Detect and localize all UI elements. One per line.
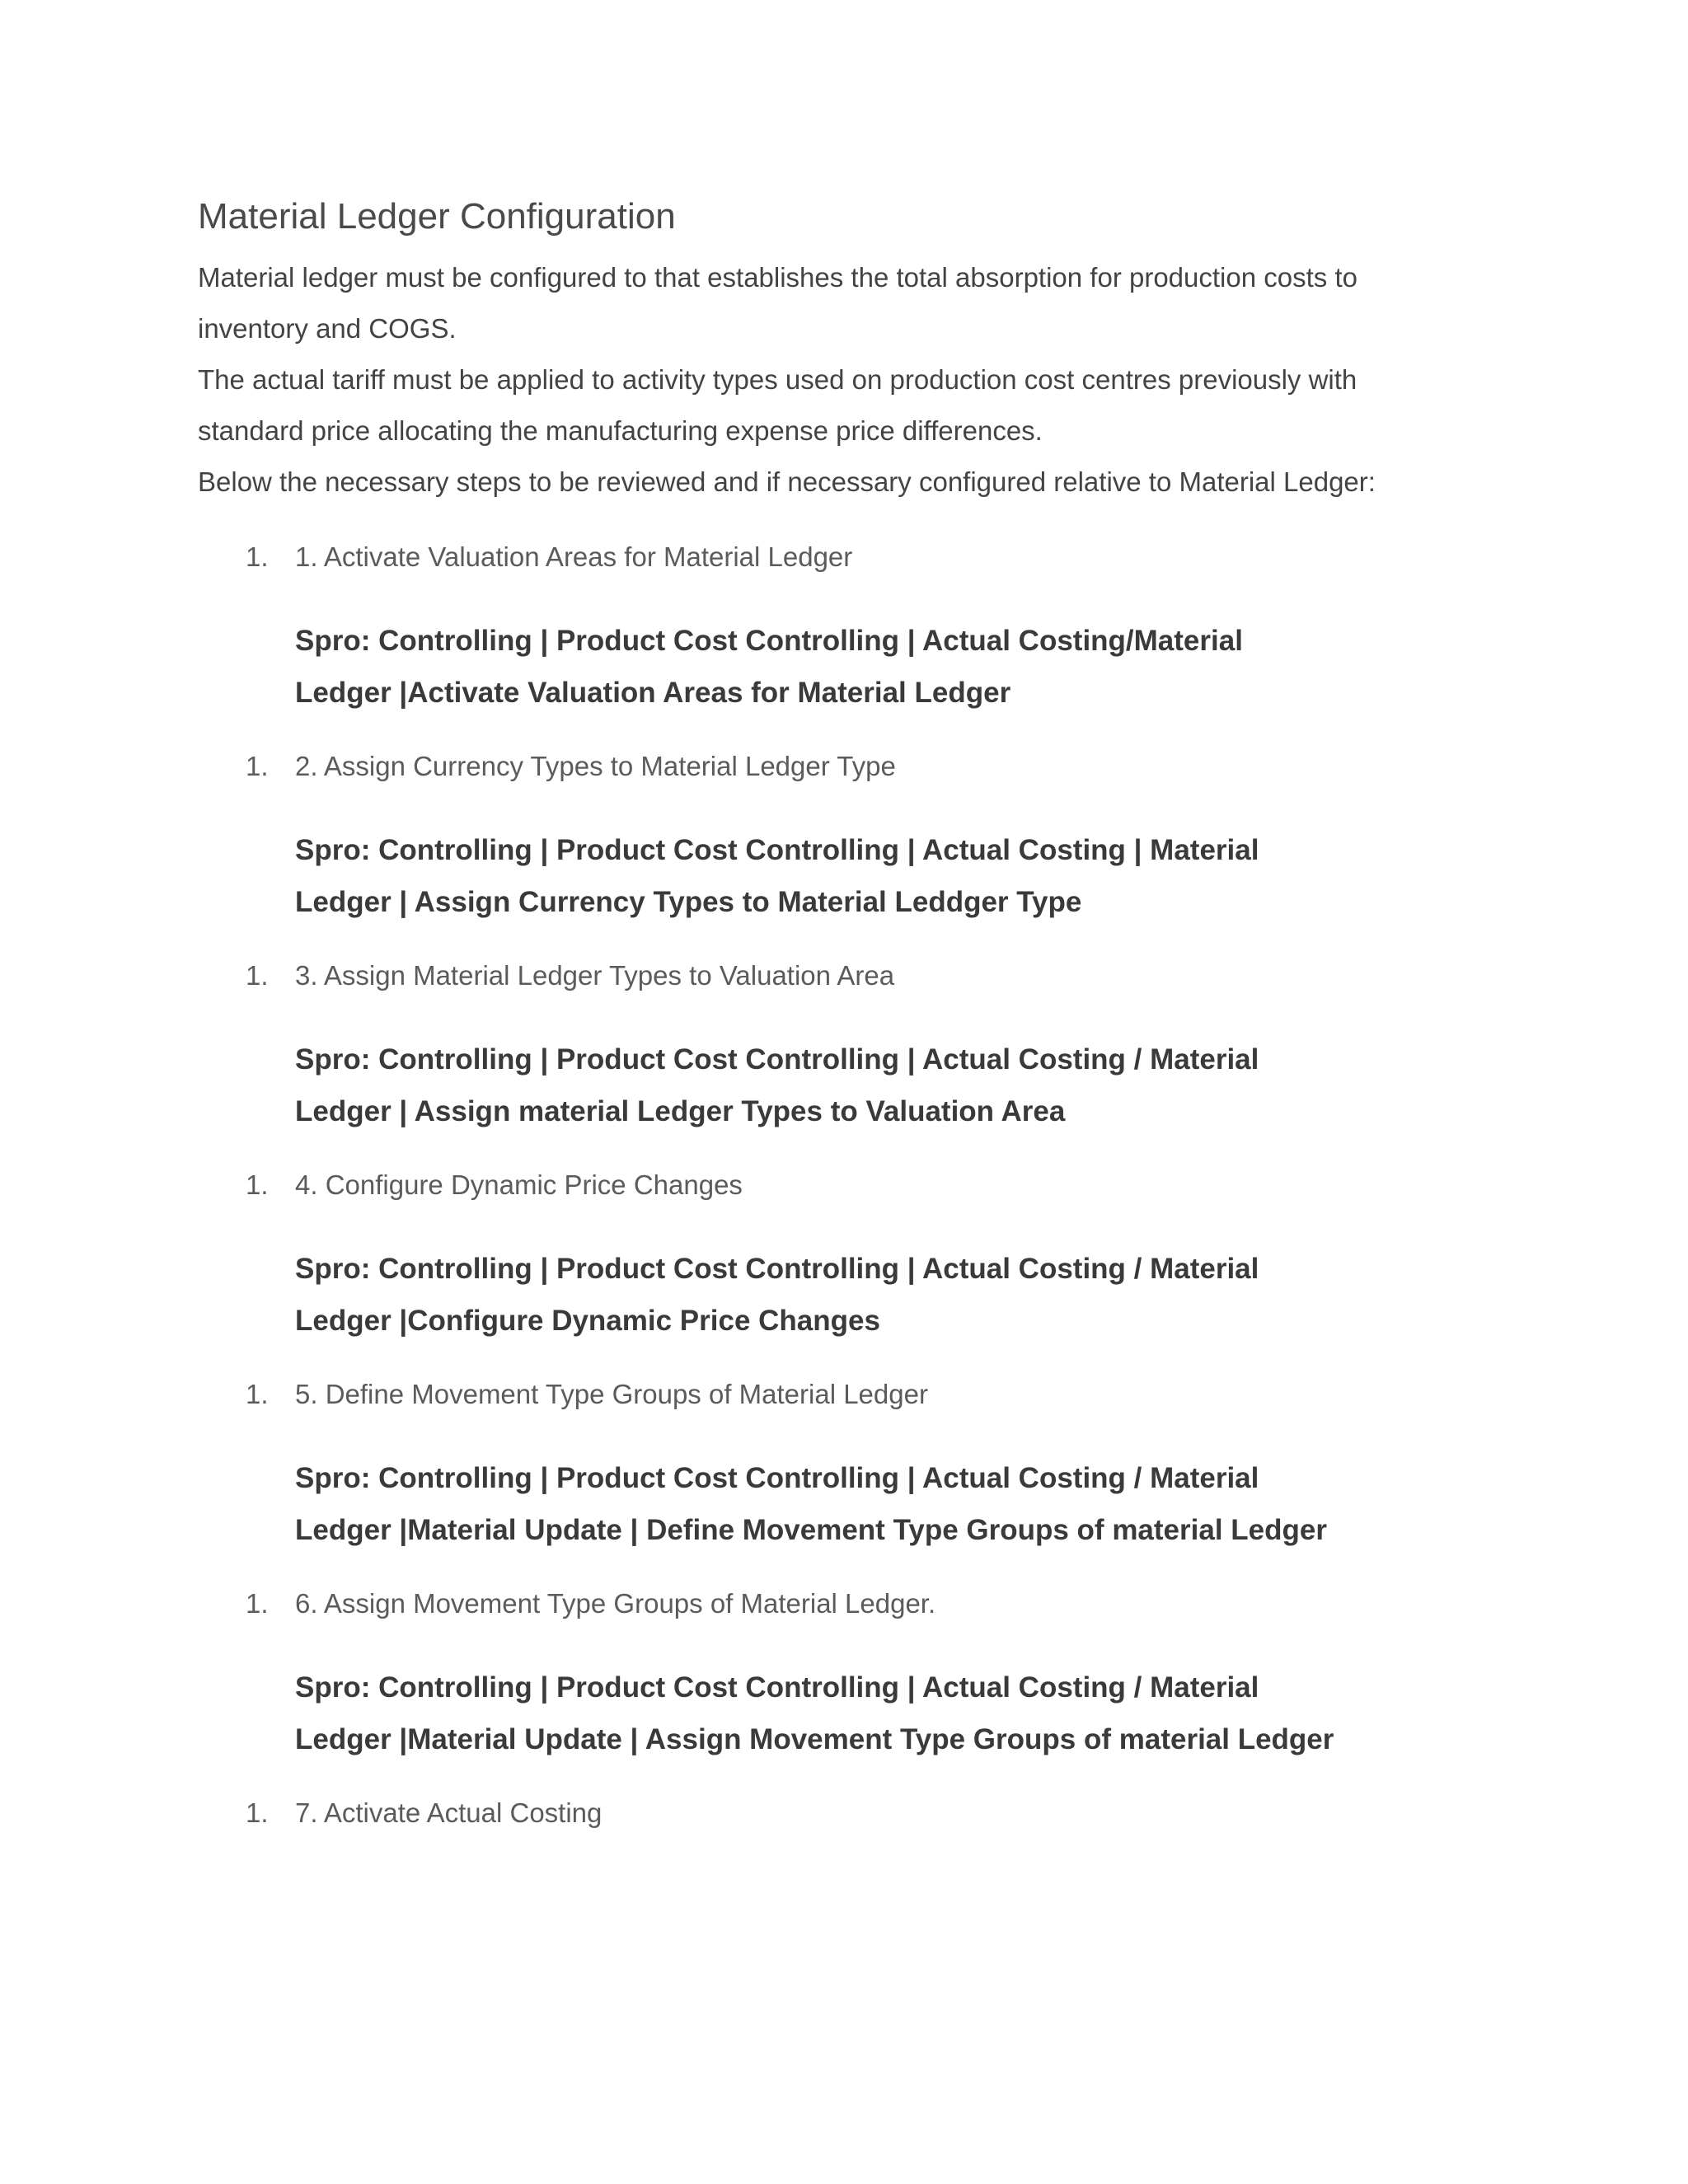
step-item-7 — [198, 1782, 1533, 1844]
list-marker: 1. — [246, 1169, 269, 1200]
spro-menu-path — [295, 615, 1391, 719]
path-line: Spro: Controlling | Product Cost Controlling | Actual Costing / Material — [295, 1671, 1259, 1704]
paragraph-line: The actual tariff must be applied to activity types used on production cost centres previously with — [198, 364, 1357, 395]
intro-paragraph-1 — [198, 252, 1533, 354]
list-marker: 1. — [246, 960, 269, 991]
spro-menu-path — [295, 1452, 1391, 1556]
spro-menu-path — [295, 1661, 1391, 1765]
step-item-4 — [198, 1154, 1533, 1347]
path-line: Spro: Controlling | Product Cost Controlling | Actual Costing/Material — [295, 625, 1243, 657]
path-line: Ledger |Configure Dynamic Price Changes — [295, 1305, 880, 1337]
step-title: 5. Define Movement Type Groups of Material Ledger — [295, 1379, 928, 1409]
path-line: Spro: Controlling | Product Cost Controlling | Actual Costing / Material — [295, 1043, 1259, 1076]
step-item-3 — [198, 944, 1533, 1137]
step-title: 4. Configure Dynamic Price Changes — [295, 1169, 743, 1200]
path-line: Spro: Controlling | Product Cost Controlling | Actual Costing | Material — [295, 834, 1259, 866]
list-marker: 1. — [246, 1588, 269, 1619]
steps-list — [198, 526, 1533, 1844]
step-heading — [198, 944, 1533, 1007]
list-marker: 1. — [246, 1797, 269, 1828]
step-title: 7. Activate Actual Costing — [295, 1797, 603, 1828]
list-marker: 1. — [246, 541, 269, 572]
spro-menu-path — [295, 1243, 1391, 1347]
step-title: 3. Assign Material Ledger Types to Valuation Area — [295, 960, 895, 991]
document-page — [198, 188, 1533, 1861]
path-line: Ledger |Material Update | Define Movement Type Groups of material Ledger — [295, 1514, 1327, 1546]
paragraph-line: inventory and COGS. — [198, 313, 457, 344]
step-heading — [198, 1363, 1533, 1426]
step-item-2 — [198, 735, 1533, 928]
step-heading — [198, 526, 1533, 588]
path-line: Ledger |Material Update | Assign Movement Type Groups of material Ledger — [295, 1723, 1334, 1755]
step-heading — [198, 1572, 1533, 1635]
step-item-6 — [198, 1572, 1533, 1765]
path-line: Ledger |Activate Valuation Areas for Material Ledger — [295, 677, 1011, 709]
step-title: 6. Assign Movement Type Groups of Material Ledger. — [295, 1588, 936, 1619]
path-line: Spro: Controlling | Product Cost Controlling | Actual Costing / Material — [295, 1462, 1259, 1494]
step-title: 2. Assign Currency Types to Material Ledger Type — [295, 751, 896, 781]
spro-menu-path — [295, 824, 1391, 928]
paragraph-line: Below the necessary steps to be reviewed and if necessary configured relative to Material Ledger: — [198, 466, 1376, 497]
document-title: Material Ledger Configuration — [198, 196, 676, 237]
list-marker: 1. — [246, 1379, 269, 1409]
step-heading — [198, 1782, 1533, 1844]
step-item-5 — [198, 1363, 1533, 1556]
paragraph-line: standard price allocating the manufacturing expense price differences. — [198, 415, 1043, 446]
intro-paragraph-3 — [198, 457, 1533, 508]
path-line: Ledger | Assign Currency Types to Material Leddger Type — [295, 886, 1082, 918]
list-marker: 1. — [246, 751, 269, 781]
paragraph-line: Material ledger must be configured to that establishes the total absorption for production costs to — [198, 262, 1357, 293]
spro-menu-path — [295, 1033, 1391, 1137]
step-title: 1. Activate Valuation Areas for Material Ledger — [295, 541, 853, 572]
step-item-1 — [198, 526, 1533, 719]
step-heading — [198, 1154, 1533, 1216]
step-heading — [198, 735, 1533, 798]
path-line: Spro: Controlling | Product Cost Controlling | Actual Costing / Material — [295, 1253, 1259, 1285]
path-line: Ledger | Assign material Ledger Types to Valuation Area — [295, 1095, 1066, 1127]
intro-paragraph-2 — [198, 354, 1533, 457]
